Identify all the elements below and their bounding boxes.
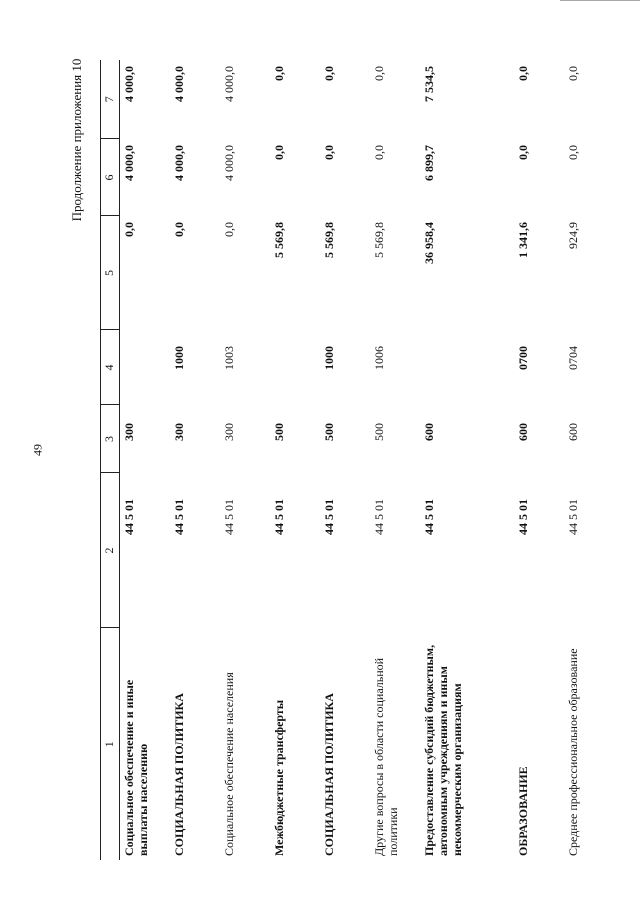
column-header: 4 [101, 330, 120, 405]
expense-type-cell: 300 [222, 423, 236, 441]
amount-col6-cell: 0,0 [566, 145, 580, 160]
amount-col5-cell: 36 958,4 [422, 222, 436, 264]
amount-col6-cell: 4 000,0 [222, 145, 236, 181]
top-edge-rule [560, 0, 640, 1]
table-row [420, 60, 514, 860]
amount-col7-cell: 0,0 [516, 66, 530, 81]
expense-type-cell: 500 [322, 423, 336, 441]
amount-col5-cell: 5 569,8 [322, 222, 336, 258]
expense-type-cell: 600 [566, 423, 580, 441]
amount-col7-cell: 0,0 [272, 66, 286, 81]
expense-type-cell: 300 [172, 423, 186, 441]
amount-col5-cell: 0,0 [222, 222, 236, 237]
amount-col7-cell: 7 534,5 [422, 66, 436, 102]
section-code-cell: 0704 [566, 346, 580, 370]
amount-col5-cell: 5 569,8 [372, 222, 386, 258]
amount-col5-cell: 0,0 [122, 222, 136, 237]
expense-type-cell: 600 [422, 423, 436, 441]
amount-col6-cell: 4 000,0 [172, 145, 186, 181]
section-code-cell [420, 330, 514, 405]
amount-col6-cell: 6 899,7 [422, 145, 436, 181]
section-code-cell: 1003 [222, 346, 236, 370]
amount-col6-cell: 0,0 [516, 145, 530, 160]
expense-type-cell: 500 [372, 423, 386, 441]
table-row [370, 60, 420, 860]
table-row [220, 60, 270, 860]
column-header: 5 [101, 216, 120, 330]
budget-table-container [100, 60, 620, 860]
section-code-cell [120, 330, 171, 405]
target-code-cell: 44 5 01 [122, 499, 136, 535]
target-code-cell: 44 5 01 [372, 499, 386, 535]
row-name-cell: Социальное обеспечение и иные выплаты населению [122, 679, 150, 856]
amount-col5-cell: 5 569,8 [272, 222, 286, 258]
page-number: 49 [30, 444, 45, 456]
table-row [564, 60, 614, 860]
target-code-cell: 44 5 01 [272, 499, 286, 535]
table-body [120, 60, 615, 860]
row-name-cell: Среднее профессиональное образование [566, 648, 580, 856]
budget-table [100, 60, 614, 860]
section-code-cell: 1006 [372, 346, 386, 370]
amount-col5-cell: 1 341,6 [516, 222, 530, 258]
amount-col6-cell: 0,0 [372, 145, 386, 160]
target-code-cell: 44 5 01 [172, 499, 186, 535]
appendix-caption: Продолжение приложения 10 [69, 58, 84, 222]
table-row [270, 60, 320, 860]
table-row [320, 60, 370, 860]
column-header: 3 [101, 405, 120, 473]
target-code-cell: 44 5 01 [222, 499, 236, 535]
amount-col7-cell: 4 000,0 [122, 66, 136, 102]
column-header: 2 [101, 473, 120, 628]
target-code-cell: 44 5 01 [322, 499, 336, 535]
amount-col6-cell: 0,0 [272, 145, 286, 160]
amount-col6-cell: 0,0 [322, 145, 336, 160]
table-row [170, 60, 220, 860]
section-code-cell [270, 330, 320, 405]
table-header-row [101, 60, 120, 860]
row-name-cell: Другие вопросы в области социальной политики [372, 657, 400, 856]
row-name-cell: ОБРАЗОВАНИЕ [516, 766, 530, 856]
amount-col6-cell: 4 000,0 [122, 145, 136, 181]
expense-type-cell: 300 [122, 423, 136, 441]
row-name-cell: СОЦИАЛЬНАЯ ПОЛИТИКА [172, 693, 186, 856]
amount-col7-cell: 4 000,0 [222, 66, 236, 102]
row-name-cell: Межбюджетные трансферты [272, 699, 286, 856]
section-code-cell: 0700 [516, 346, 530, 370]
target-code-cell: 44 5 01 [516, 499, 530, 535]
amount-col7-cell: 0,0 [322, 66, 336, 81]
expense-type-cell: 500 [272, 423, 286, 441]
target-code-cell: 44 5 01 [422, 499, 436, 535]
column-header: 1 [101, 628, 120, 860]
table-row [120, 60, 171, 860]
section-code-cell: 1000 [322, 346, 336, 370]
amount-col7-cell: 0,0 [566, 66, 580, 81]
row-name-cell: Предоставление субсидий бюджетным, автономным учреждениям и иным некоммерческим организациям [422, 644, 464, 856]
target-code-cell: 44 5 01 [566, 499, 580, 535]
column-header: 6 [101, 139, 120, 216]
amount-col5-cell: 0,0 [172, 222, 186, 237]
amount-col7-cell: 0,0 [372, 66, 386, 81]
column-header: 7 [101, 60, 120, 139]
amount-col5-cell: 924,9 [566, 222, 580, 249]
section-code-cell: 1000 [172, 346, 186, 370]
expense-type-cell: 600 [516, 423, 530, 441]
row-name-cell: Социальное обеспечение населения [222, 672, 236, 856]
row-name-cell: СОЦИАЛЬНАЯ ПОЛИТИКА [322, 693, 336, 856]
amount-col7-cell: 4 000,0 [172, 66, 186, 102]
table-row [514, 60, 564, 860]
